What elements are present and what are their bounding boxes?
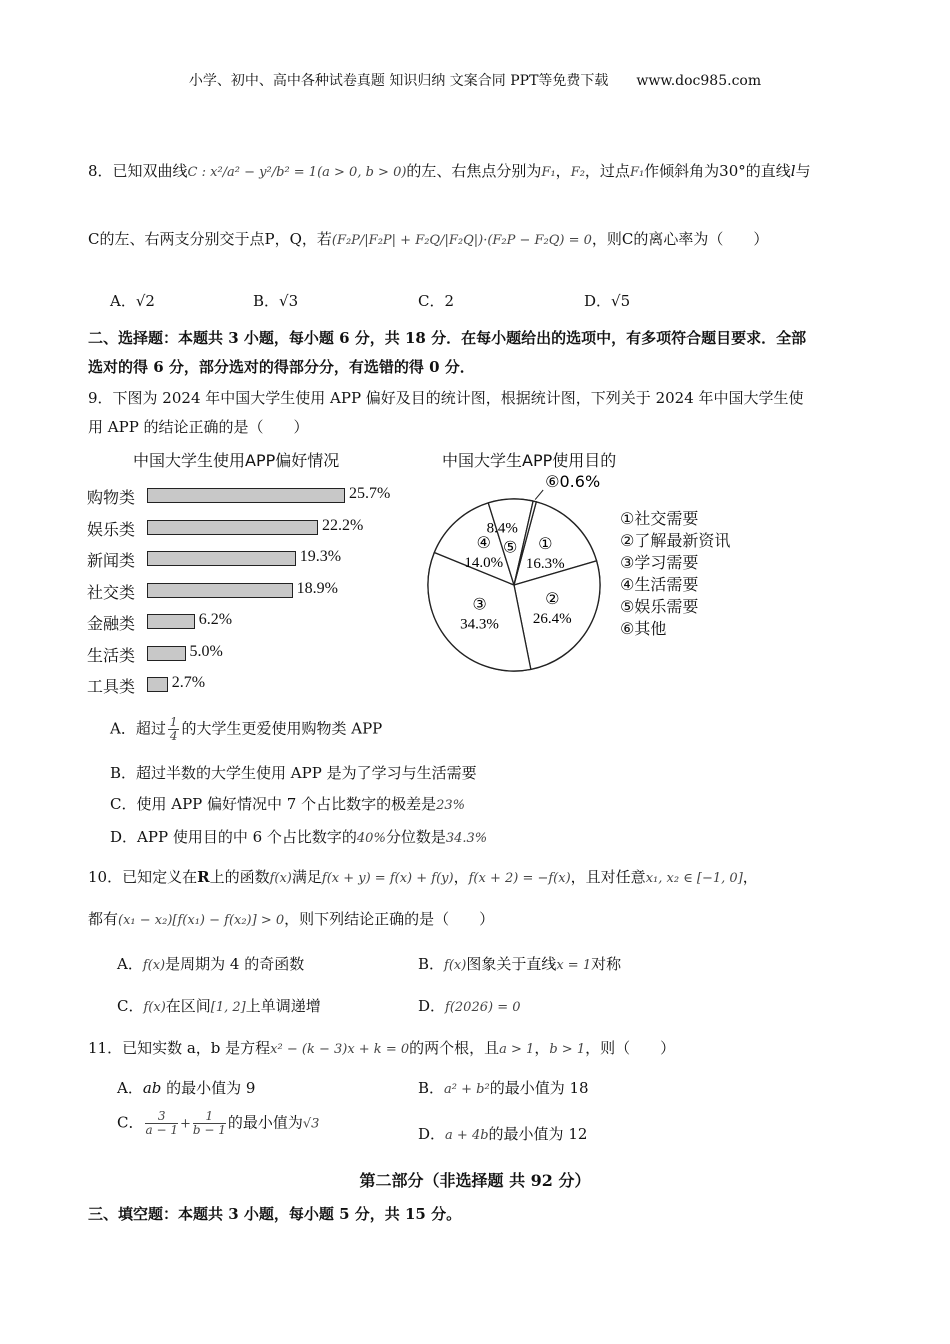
legend-item: ②了解最新资讯 (620, 531, 731, 550)
pie-slice-value: 8.4% (486, 520, 518, 537)
q10-b-pre: B． (418, 955, 445, 973)
q8-option-b[interactable]: B．√3 (253, 292, 299, 310)
q10-R: R (197, 868, 210, 886)
pie-slice-id: ④ (476, 533, 491, 553)
q11-option-c[interactable] (117, 1110, 319, 1137)
bar (147, 677, 168, 692)
bar-value-label: 25.7% (349, 485, 391, 502)
bar-value-label: 18.9% (296, 579, 338, 597)
q10-fx: f(x) (269, 871, 292, 886)
q10-b-post: 对称 (591, 955, 622, 973)
part2-heading: 第二部分（非选择题 共 92 分） (359, 1171, 591, 1190)
q11-b-post: 的最小值为 18 (489, 1079, 589, 1097)
frac-num: 3 (145, 1110, 177, 1124)
q8-sep: ， (555, 162, 571, 180)
bar-value-label: 2.7% (171, 674, 206, 691)
q10-c-post: 上单调递增 (245, 997, 321, 1015)
q8-line2b: ，则C的离心率为（ ） (591, 230, 769, 248)
bar-value-label: 19.3% (299, 548, 342, 565)
q10-a-f: f(x) (142, 958, 166, 973)
frac-num: 1 (169, 715, 178, 729)
legend-item: ④生活需要 (620, 575, 699, 594)
pie-callout-label: ⑥0.6% (545, 472, 601, 491)
q9-a-post: 的大学生更爱使用购物类 APP (181, 719, 383, 738)
q9-line2: 用 APP 的结论正确的是（ ） (88, 418, 309, 436)
legend-item: ③学习需要 (620, 553, 699, 572)
q8-f1: F₁ (541, 165, 556, 180)
q10-b-f: f(x) (444, 958, 467, 973)
q11-c-frac1 (145, 1110, 177, 1137)
q10-option-b[interactable] (418, 953, 621, 974)
q9-d-pre: D．APP 使用目的中 6 个占比数字的 (110, 828, 357, 846)
q11-b-eq: a² + b² (444, 1082, 490, 1097)
q10-line1 (88, 866, 758, 887)
pie-slice-id: ① (538, 534, 553, 554)
q10-p3: 满足 (291, 868, 322, 886)
pie-legend (620, 508, 730, 640)
frac-den: a − 1 (145, 1123, 178, 1137)
q11-option-b[interactable] (418, 1077, 589, 1098)
frac-den: b − 1 (192, 1123, 226, 1137)
q10-a-post: 是周期为 4 的奇函数 (165, 955, 305, 973)
q8-line1 (88, 160, 811, 181)
q11-p2: 的两个根，且 (409, 1039, 500, 1057)
bar (147, 551, 296, 566)
q8-line2a: C的左、右两支分别交于点P，Q，若 (88, 230, 332, 248)
bar-value-label: 5.0% (189, 642, 223, 660)
q11-c-post: 的最小值为 (227, 1113, 303, 1132)
pie-chart (420, 470, 620, 680)
q11-c-frac2 (193, 1110, 226, 1137)
pie-slice-id: ③ (472, 594, 487, 614)
frac-den: 4 (169, 729, 178, 743)
q11-eq: x² − (k − 3)x + k = 0 (270, 1042, 410, 1057)
pie-slice-value: 14.0% (464, 555, 504, 572)
q10-option-a[interactable] (117, 953, 304, 974)
q11-d-pre: D． (418, 1125, 446, 1143)
q10-ineq: (x₁ − x₂)[f(x₁) − f(x₂)] > 0 (118, 913, 285, 928)
section3-heading: 三、填空题：本题共 3 小题，每小题 5 分，共 15 分。 (88, 1205, 462, 1223)
bar-category-label: 社交类 (87, 582, 136, 602)
q9-a-pre: A．超过 (110, 719, 166, 738)
q8-vector-eq: (F₂P/|F₂P| + F₂Q/|F₂Q|)·(F₂P − F₂Q) = 0 (331, 233, 592, 248)
bar-value-label: 22.2% (322, 516, 364, 534)
q9-d-mid: 40% (356, 831, 386, 846)
bar-chart-title: 中国大学生使用APP偏好情况 (133, 451, 340, 470)
q8-f2: F₂ (570, 165, 585, 180)
q8-text5: 与 (795, 162, 811, 180)
section2-line1: 二、选择题：本题共 3 小题，每小题 6 分，共 18 分．在每小题给出的选项中，有多项符合题目要求．全部 (88, 329, 807, 347)
q8-text4: 作倾斜角为30°的直线 (644, 162, 791, 180)
q10-p2: 上的函数 (209, 868, 270, 886)
q10-p4: ，且对任意 (570, 868, 646, 886)
bar-category-label: 生活类 (87, 645, 136, 665)
q8-l: l (790, 162, 796, 180)
q9-option-c[interactable] (110, 793, 465, 814)
bar-category-label: 工具类 (87, 677, 136, 696)
q10-l2a: 都有 (88, 910, 119, 928)
q9-c-pre: C．使用 APP 偏好情况中 7 个占比数字的极差是 (110, 795, 437, 813)
q9-option-a[interactable] (110, 716, 382, 743)
bar-category-label: 购物类 (87, 488, 136, 507)
q9-line1: 9．下图为 2024 年中国大学生使用 APP 偏好及目的统计图，根据统计图，下列关于 2024 年中国大学生使 (88, 389, 804, 407)
q11-p3: ，则（ ） (585, 1039, 676, 1057)
q8-option-d[interactable]: D．√5 (584, 292, 631, 310)
q10-l2b: ，则下列结论正确的是（ ） (284, 910, 495, 928)
q10-b-mid: 图象关于直线 (466, 955, 557, 973)
q9-c-val: 23% (436, 798, 466, 813)
legend-item: ①社交需要 (620, 509, 699, 528)
q11-line1 (88, 1037, 675, 1058)
q10-p5: ， (742, 868, 758, 886)
q10-c-pre: C． (117, 997, 144, 1015)
q10-line2 (88, 908, 494, 929)
legend-item: ⑤娱乐需要 (620, 597, 699, 616)
q8-f1b: F₁ (629, 165, 645, 180)
q9-option-d[interactable] (110, 826, 487, 847)
pie-slice-id: ② (545, 589, 560, 609)
frac-num: 1 (193, 1110, 226, 1124)
q10-eq1: f(x + y) = f(x) + f(y) (321, 871, 454, 886)
bar-category-label: 新闻类 (87, 551, 136, 570)
header-site: www.doc985.com (636, 73, 762, 89)
bar (147, 488, 345, 503)
q11-d-eq: a + 4b (445, 1128, 489, 1143)
q11-option-d[interactable] (418, 1123, 587, 1144)
q11-c2: b > 1 (549, 1042, 586, 1057)
q9-d-mid2: 分位数是 (385, 828, 446, 846)
bar (147, 646, 186, 661)
q8-option-c[interactable]: C．2 (418, 292, 455, 310)
bar (147, 520, 318, 535)
bar-category-label: 金融类 (87, 614, 136, 633)
page-header (0, 70, 950, 90)
q11-c-pre: C． (117, 1113, 144, 1132)
q8-text3: ，过点 (584, 162, 630, 180)
pie-slice-value: 26.4% (532, 611, 572, 628)
bar-category-label: 娱乐类 (87, 519, 136, 539)
header-text: 小学、初中、高中各种试卷真题 知识归纳 文案合同 PPT等免费下载 (188, 73, 609, 89)
q8-line2 (88, 228, 768, 249)
q10-d-eq: f(2026) = 0 (445, 1000, 521, 1015)
q11-a-ab: ab (142, 1079, 162, 1097)
section2-line2: 选对的得 6 分，部分选对的得部分分，有选错的得 0 分． (88, 358, 475, 376)
q8-option-a[interactable]: A．√2 (110, 292, 155, 310)
q10-a-pre: A． (117, 955, 143, 973)
q11-p1: 11．已知实数 a，b 是方程 (88, 1039, 271, 1057)
q10-d-pre: D． (418, 997, 446, 1015)
q10-option-c[interactable] (117, 995, 321, 1016)
q11-a-post: 的最小值为 9 (161, 1079, 256, 1097)
q10-c-f: f(x) (143, 1000, 166, 1015)
pie-slice-id: ⑤ (503, 537, 518, 557)
bar-chart (85, 480, 415, 710)
q8-hyperbola-eq: C : x²/a² − y²/b² = 1(a > 0, b > 0) (187, 165, 407, 180)
q9-d-val: 34.3% (445, 831, 488, 846)
q10-sep: ， (453, 868, 469, 886)
pie-chart-title: 中国大学生APP使用目的 (442, 451, 617, 470)
q10-b-line: x = 1 (556, 958, 592, 973)
q10-cond: x₁, x₂ ∈ [−1, 0] (645, 871, 743, 886)
q8-text2: 的左、右焦点分别为 (406, 162, 542, 180)
q11-a-pre: A． (117, 1079, 143, 1097)
pie-slice-value: 16.3% (525, 556, 565, 573)
q9-a-fraction (168, 716, 180, 743)
legend-item: ⑥其他 (620, 619, 667, 638)
q9-option-b[interactable]: B．超过半数的大学生使用 APP 是为了学习与生活需要 (110, 764, 477, 782)
q10-c-int: [1, 2] (210, 1000, 246, 1015)
q11-c-val: √3 (302, 1116, 320, 1132)
pie-slice-value: 34.3% (460, 616, 499, 633)
q10-option-d[interactable] (418, 995, 521, 1016)
q11-sep: ， (534, 1039, 550, 1057)
bar (147, 614, 195, 629)
q11-c1: a > 1 (499, 1042, 535, 1057)
q10-eq2: f(x + 2) = −f(x) (468, 871, 571, 886)
q10-c-mid: 在区间 (165, 997, 211, 1015)
bar-value-label: 6.2% (198, 611, 233, 628)
q11-c-plus: + (179, 1116, 191, 1132)
q8-text1: 8．已知双曲线 (88, 162, 188, 180)
pie-callout-line (535, 490, 543, 500)
q11-d-post: 的最小值为 12 (488, 1125, 588, 1143)
q10-p1: 10．已知定义在 (88, 868, 198, 886)
q11-option-a[interactable] (117, 1077, 255, 1098)
q11-b-pre: B． (418, 1079, 445, 1097)
bar (147, 583, 293, 598)
